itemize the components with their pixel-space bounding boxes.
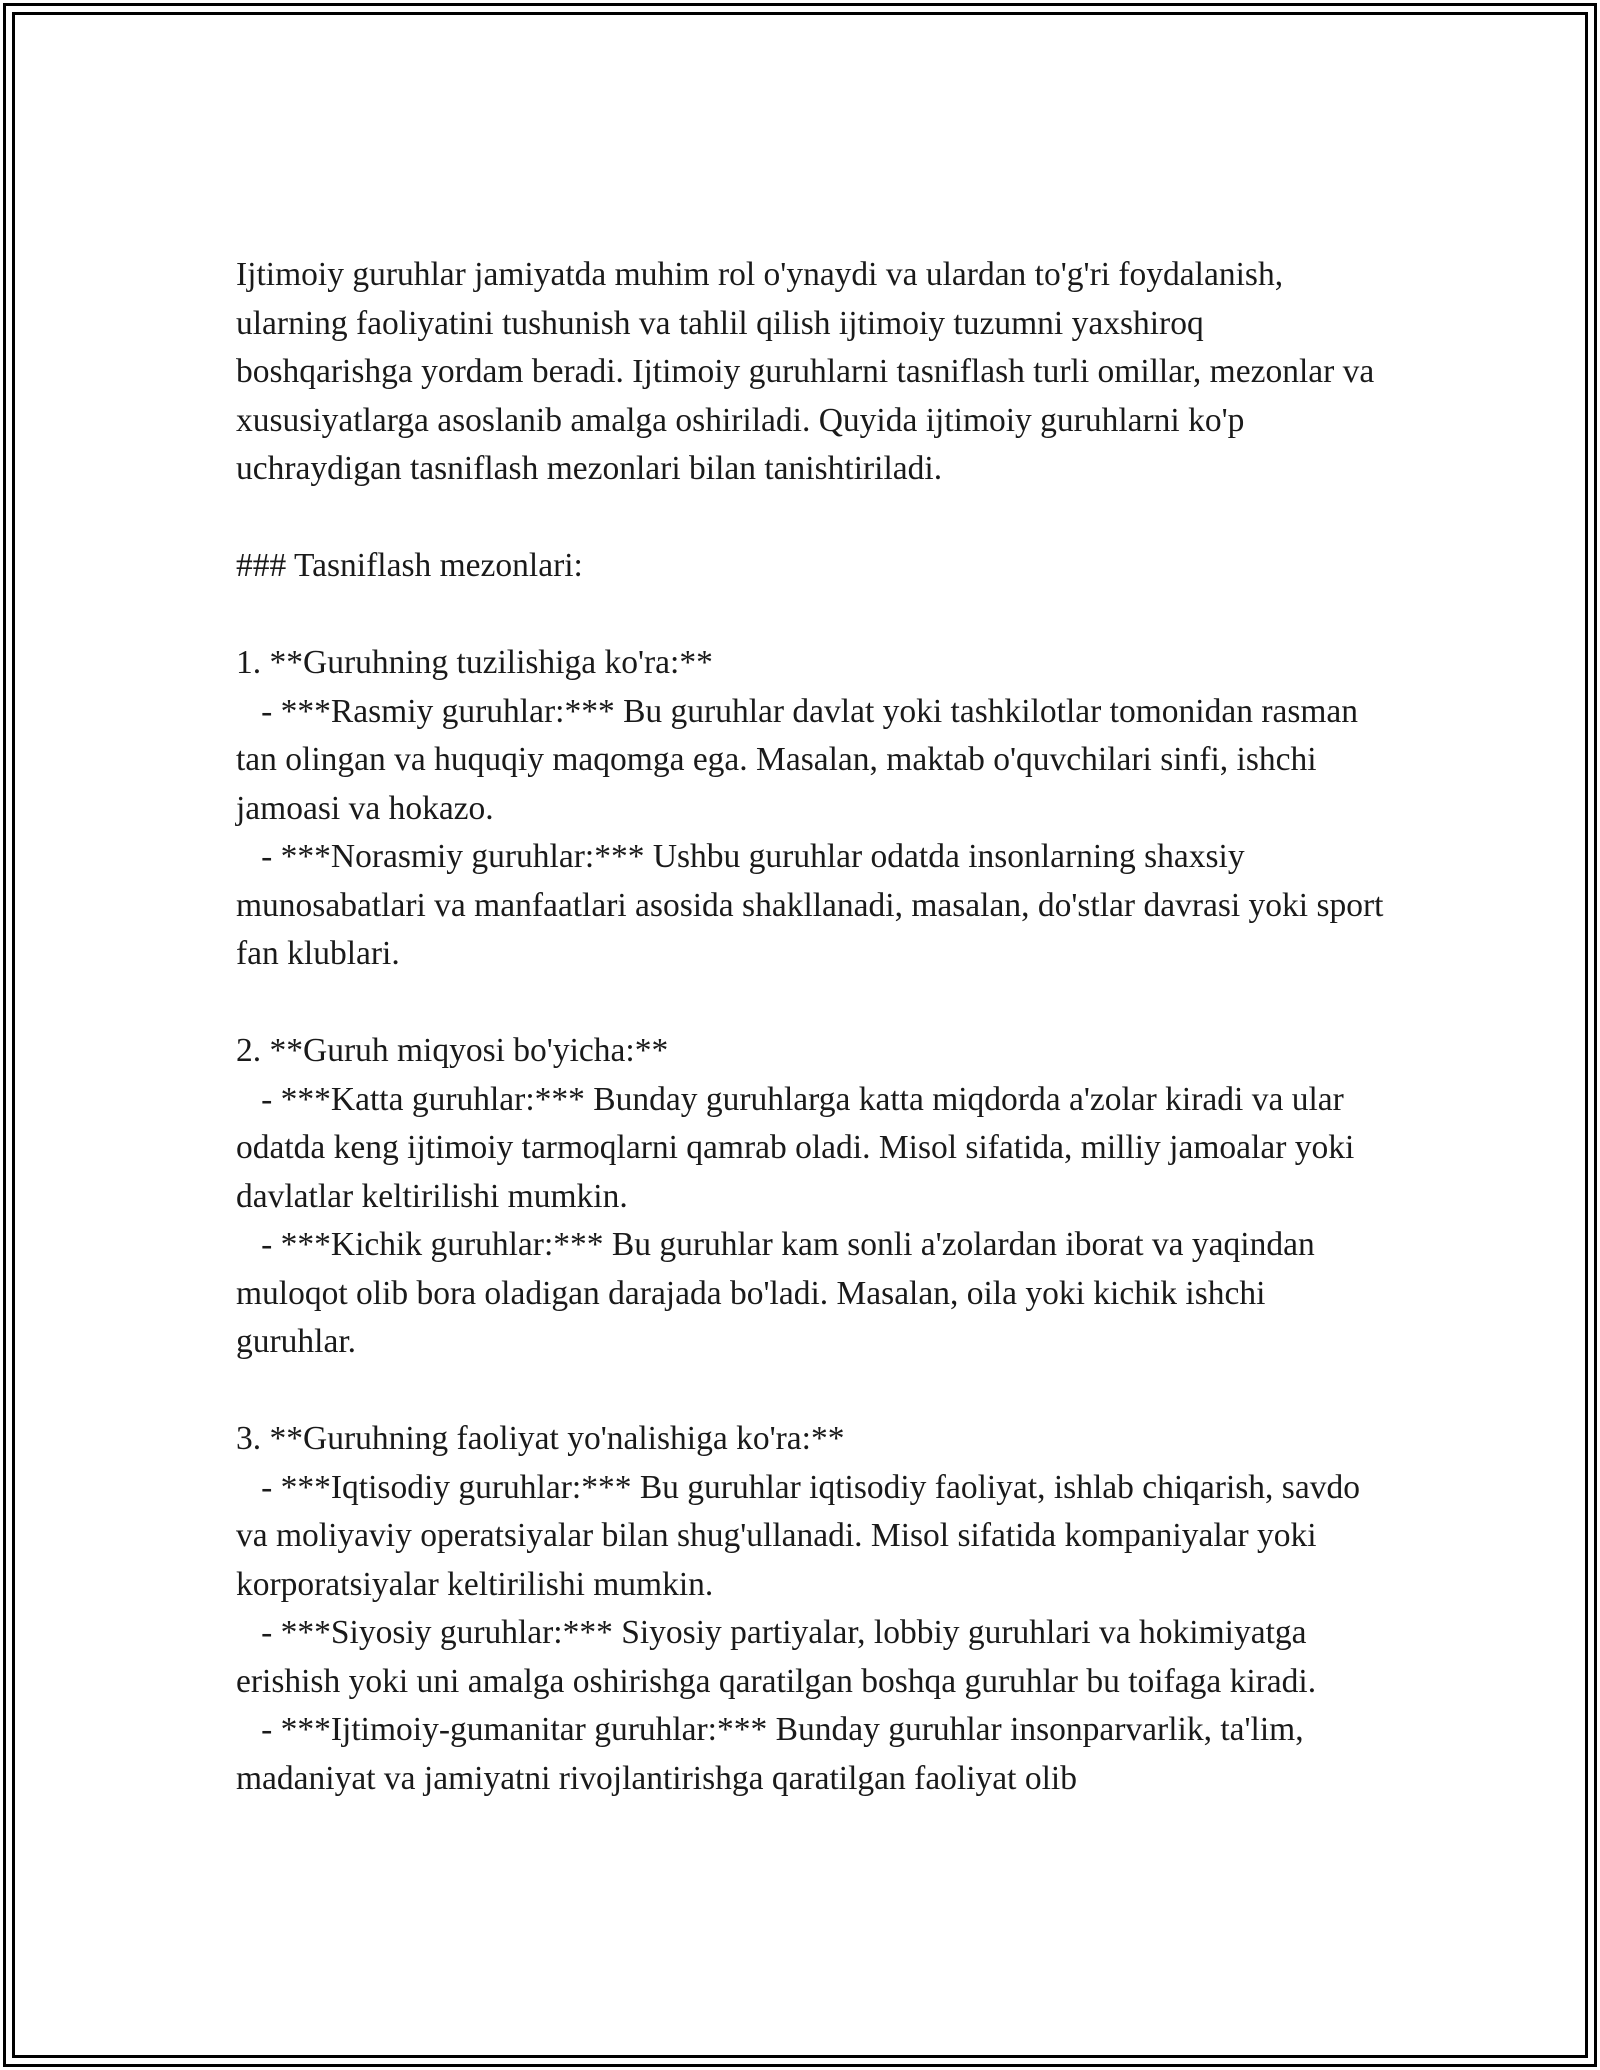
list-item: - ***Rasmiy guruhlar:*** Bu guruhlar davlat yoki tashkilotlar tomonidan rasman tan olingan va huquqiy maqomga ega. Masalan, maktab o'quvchilari sinfi, ishchi jamoasi va hokazo. <box>236 692 1367 827</box>
section-title: 1. **Guruhning tuzilishiga ko'ra:** <box>236 644 713 681</box>
section-title: 3. **Guruhning faoliyat yo'nalishiga ko'ra:** <box>236 1420 845 1457</box>
section-heading: ### Tasniflash mezonlari: <box>236 547 583 584</box>
list-item: - ***Ijtimoiy-gumanitar guruhlar:*** Bunday guruhlar insonparvarlik, ta'lim, madaniyat va jamiyatni rivojlantirishga qaratilgan faoliyat olib <box>236 1711 1312 1797</box>
list-item: - ***Iqtisodiy guruhlar:*** Bu guruhlar iqtisodiy faoliyat, ishlab chiqarish, savdo va moliyaviy operatsiyalar bilan shug'ullanadi. Misol sifatida kompaniyalar yoki korporatsiyalar keltirilishi mumkin. <box>236 1468 1369 1603</box>
list-item: - ***Siyosiy guruhlar:*** Siyosiy partiyalar, lobbiy guruhlari va hokimiyatga erishish yoki uni amalga oshirishga qaratilgan boshqa guruhlar bu toifaga kiradi. <box>236 1614 1317 1700</box>
document-body <box>236 251 1392 1803</box>
list-item: - ***Kichik guruhlar:*** Bu guruhlar kam sonli a'zolardan iborat va yaqindan muloqot olib bora oladigan darajada bo'ladi. Masalan, oila yoki kichik ishchi guruhlar. <box>236 1226 1324 1360</box>
list-item: - ***Katta guruhlar:*** Bunday guruhlarga katta miqdorda a'zolar kiradi va ular odatda keng ijtimoiy tarmoqlarni qamrab oladi. Misol sifatida, milliy jamoalar yoki davlatlar keltirilishi mumkin. <box>236 1080 1363 1215</box>
section-title: 2. **Guruh miqyosi bo'yicha:** <box>236 1032 669 1069</box>
intro-paragraph: Ijtimoiy guruhlar jamiyatda muhim rol o'ynaydi va ulardan to'g'ri foydalanish, ularning faoliyatini tushunish va tahlil qilish ijtimoiy tuzumni yaxshiroq boshqarishga yordam beradi. Ijtimoiy guruhlarni tasniflash turli omillar, mezonlar va xususiyatlarga asoslanib amalga oshiriladi. Quyida ijtimoiy guruhlarni ko'p uchraydigan tasniflash mezonlari bilan tanishtiriladi. <box>236 256 1383 487</box>
list-item: - ***Norasmiy guruhlar:*** Ushbu guruhlar odatda insonlarning shaxsiy munosabatlari va manfaatlari asosida shakllanadi, masalan, do'stlar davrasi yoki sport fan klublari. <box>236 838 1392 972</box>
